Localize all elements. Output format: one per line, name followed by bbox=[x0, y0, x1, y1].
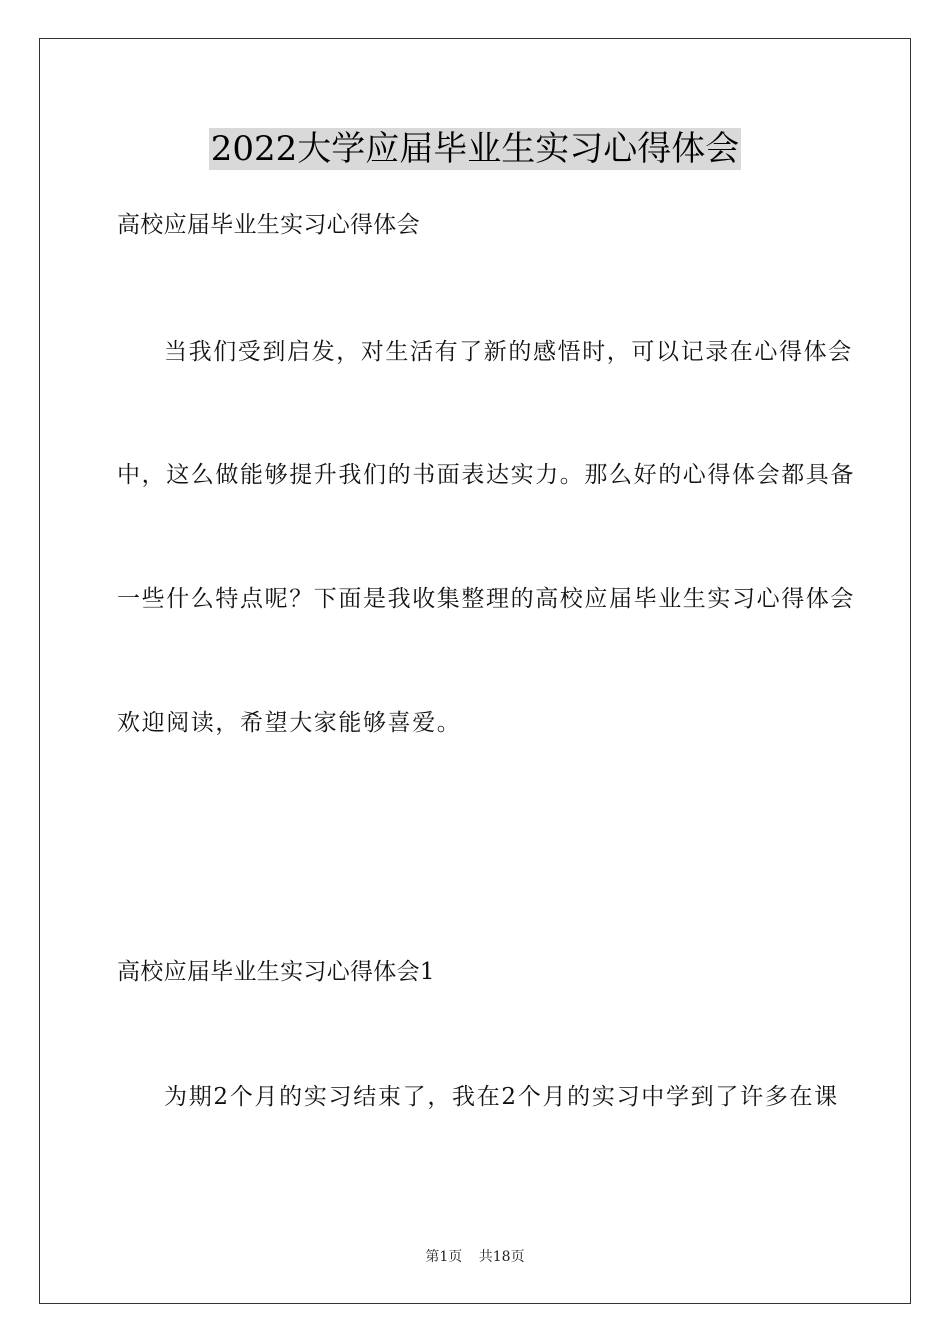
page-total: 共18页 bbox=[478, 1249, 525, 1265]
paragraph-line-3: 一些什么特点呢？下面是我收集整理的高校应届毕业生实习心得体会 bbox=[117, 586, 855, 612]
page-footer bbox=[0, 1248, 950, 1266]
paragraph-line-4: 欢迎阅读，希望大家能够喜爱。 bbox=[117, 710, 462, 736]
section-heading: 高校应届毕业生实习心得体会1 bbox=[117, 959, 435, 985]
section-first-line: 为期2个月的实习结束了，我在2个月的实习中学到了许多在课 bbox=[164, 1084, 839, 1110]
document-title: 2022大学应届毕业生实习心得体会 bbox=[210, 129, 740, 169]
title-container bbox=[0, 128, 950, 170]
page-number: 第1页 bbox=[425, 1249, 463, 1265]
paragraph-line-1: 当我们受到启发，对生活有了新的感悟时，可以记录在心得体会 bbox=[164, 339, 853, 365]
document-subtitle: 高校应届毕业生实习心得体会 bbox=[117, 212, 420, 238]
paragraph-line-2: 中，这么做能够提升我们的书面表达实力。那么好的心得体会都具备 bbox=[117, 462, 855, 488]
